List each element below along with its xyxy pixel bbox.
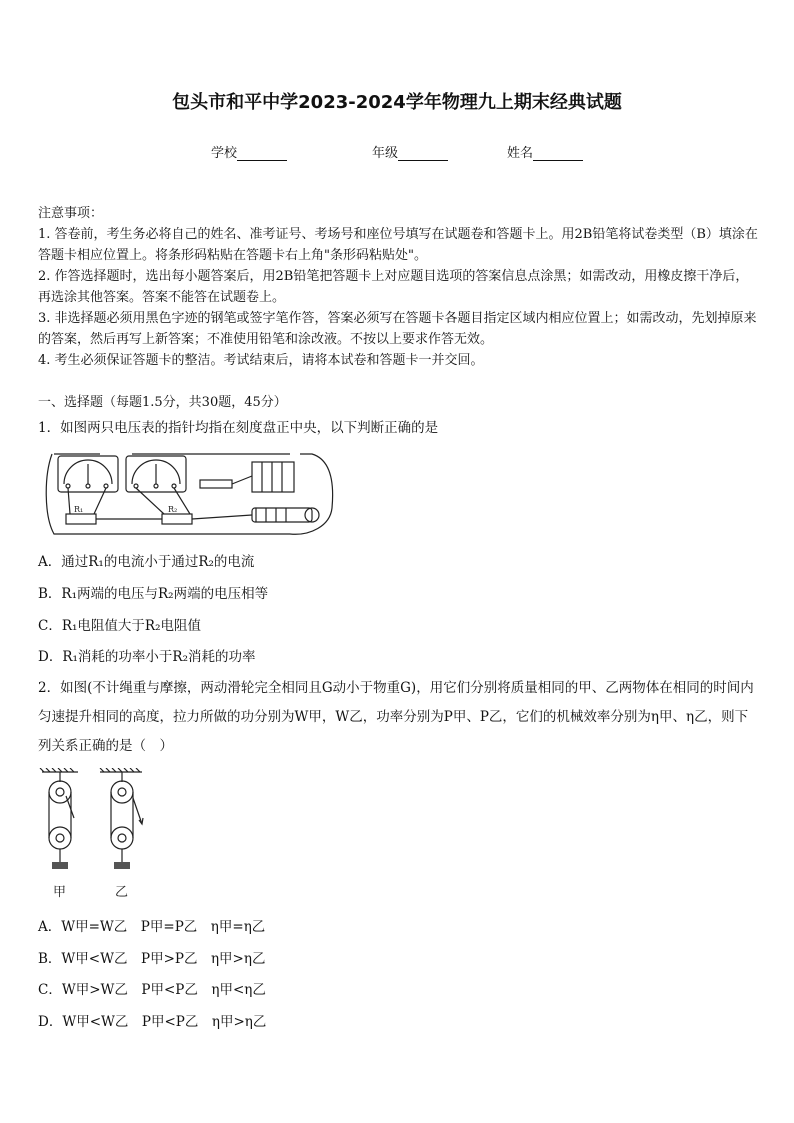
name-label: 姓名	[507, 146, 534, 161]
q2-option-a[interactable]: A．W甲=W乙 P甲=P乙 η甲=η乙	[38, 919, 266, 935]
note-item: 3. 非选择题必须用黑色字迹的钢笔或签字笔作答，答案必须写在答题卡各题目指定区域内相应位置上；如需改动，先划掉原来的答案，然后再写上新答案；不准使用铅笔和涂改液。不按以上要求作答无效。	[38, 311, 757, 347]
name-blank[interactable]	[533, 148, 583, 161]
school-blank[interactable]	[237, 148, 287, 161]
section-heading: 一、选择题（每题1.5分，共30题，45分）	[38, 395, 287, 410]
question-2-stem: 2．如图(不计绳重与摩擦，两动滑轮完全相同且G动小于物重G)，用它们分别将质量相同的甲、乙两物体在相同的时间内匀速提升相同的高度，拉力所做的功分别为W甲，W乙，功率分别为P甲、P乙，它们的机械效率分别为η甲、η乙，则下列关系正确的是（ ）	[38, 680, 754, 754]
note-item: 4. 考生必须保证答题卡的整洁。考试结束后，请将本试卷和答题卡一并交回。	[38, 353, 484, 368]
q1-option-b[interactable]: B．R₁两端的电压与R₂两端的电压相等	[38, 586, 269, 602]
label-yi: 乙	[115, 885, 129, 900]
circuit-figure	[40, 446, 340, 540]
grade-label: 年级	[372, 146, 399, 161]
grade-field	[372, 142, 448, 161]
school-label: 学校	[211, 146, 238, 161]
name-field	[507, 142, 583, 161]
q1-option-d[interactable]: D．R₁消耗的功率小于R₂消耗的功率	[38, 649, 256, 665]
r1-label: R₁	[74, 505, 84, 514]
school-field	[211, 142, 287, 161]
note-item: 1. 答卷前，考生务必将自己的姓名、准考证号、考场号和座位号填写在试题卷和答题卡上。用2B铅笔将试卷类型（B）填涂在答题卡相应位置上。将条形码粘贴在答题卡右上角"条形码粘贴处"。	[38, 227, 758, 263]
q1-option-c[interactable]: C．R₁电阻值大于R₂电阻值	[38, 618, 201, 634]
page-title: 包头市和平中学2023-2024学年物理九上期末经典试题	[172, 92, 622, 113]
q1-option-a[interactable]: A．通过R₁的电流小于通过R₂的电流	[38, 554, 255, 570]
question-1-stem: 1．如图两只电压表的指针均指在刻度盘正中央，以下判断正确的是	[38, 420, 439, 436]
notes-section	[38, 203, 760, 371]
pulley-figure	[38, 768, 150, 900]
note-item: 2. 作答选择题时，选出每小题答案后，用2B铅笔把答题卡上对应题目选项的答案信息点涂黑；如需改动，用橡皮擦干净后，再选涂其他答案。答案不能答在试题卷上。	[38, 269, 749, 305]
q2-option-b[interactable]: B．W甲<W乙 P甲>P乙 η甲>η乙	[38, 951, 266, 967]
r2-label: R₂	[168, 505, 178, 514]
label-jia: 甲	[53, 885, 67, 900]
notes-heading: 注意事项：	[38, 206, 104, 221]
grade-blank[interactable]	[398, 148, 448, 161]
q2-option-d[interactable]: D．W甲<W乙 P甲<P乙 η甲>η乙	[38, 1014, 267, 1030]
q2-option-c[interactable]: C．W甲>W乙 P甲<P乙 η甲<η乙	[38, 982, 266, 998]
